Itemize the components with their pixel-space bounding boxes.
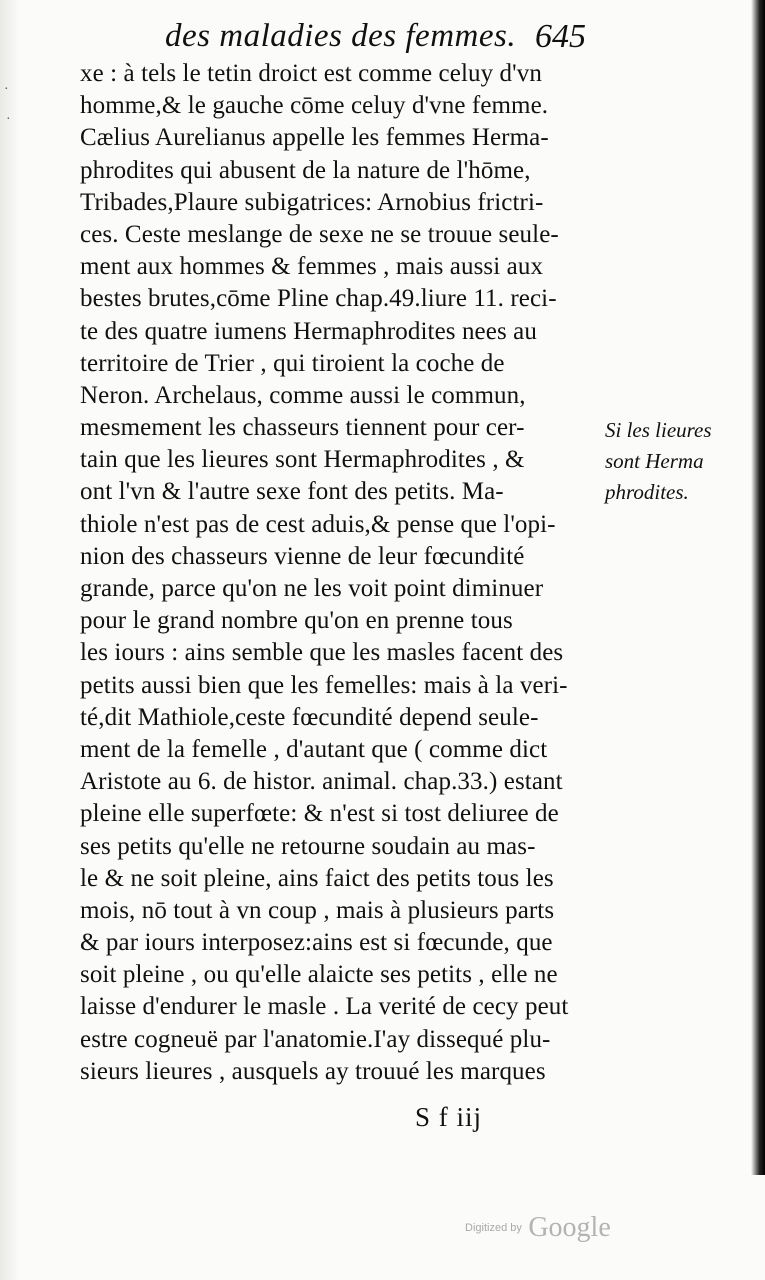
- page-edge-shadow: [751, 0, 765, 1175]
- margin-note-line: Si les lieures: [605, 418, 712, 442]
- watermark-prefix: Digitized by: [465, 1222, 522, 1234]
- text-line: phrodites qui abusent de la nature de l'hōme,: [80, 156, 531, 184]
- text-line: Tribades,Plaure subigatrices: Arnobius frictri-: [80, 188, 544, 216]
- digitized-watermark: [465, 1212, 611, 1244]
- text-line: territoire de Trier , qui tiroient la coche de: [80, 349, 505, 377]
- body-text: [80, 58, 600, 1088]
- text-line: sieurs lieures , ausquels ay trouué les marques: [80, 1057, 546, 1085]
- stray-ink-mark: ·: [4, 82, 9, 97]
- page-number: 645: [535, 18, 586, 55]
- margin-note-line: phrodites.: [605, 480, 689, 504]
- text-line: soit pleine , ou qu'elle alaicte ses petits , elle ne: [80, 961, 558, 989]
- text-line: Aristote au 6. de histor. animal. chap.33.) estant: [80, 768, 563, 796]
- text-line: ment aux hommes & femmes , mais aussi aux: [80, 253, 544, 281]
- text-line: le & ne soit pleine, ains faict des petits tous les: [80, 864, 554, 892]
- text-line: estre cogneuë par l'anatomie.I'ay dissequé plu-: [80, 1025, 551, 1053]
- text-line: ment de la femelle , d'autant que ( comme dict: [80, 735, 548, 763]
- text-line: thiole n'est pas de cest aduis,& pense que l'opi-: [80, 510, 556, 538]
- text-line: tain que les lieures sont Hermaphrodites , &: [80, 446, 525, 474]
- margin-note-line: sont Herma: [605, 449, 704, 473]
- text-line: bestes brutes,cōme Pline chap.49.liure 11. reci-: [80, 285, 557, 313]
- text-line: té,dit Mathiole,ceste fœcundité depend seule-: [80, 703, 539, 731]
- text-line: Neron. Archelaus, comme aussi le commun,: [80, 381, 526, 409]
- text-line: homme,& le gauche cōme celuy d'vne femme.: [80, 92, 549, 120]
- text-line: & par iours interposez:ains est si fœcunde, que: [80, 929, 553, 957]
- text-line: laisse d'endurer le masle . La verité de cecy peut: [80, 993, 569, 1021]
- text-line: ont l'vn & l'autre sexe font des petits. Ma-: [80, 478, 504, 506]
- text-line: les iours : ains semble que les masles facent des: [80, 639, 564, 667]
- text-line: Cælius Aurelianus appelle les femmes Herma-: [80, 124, 549, 152]
- text-line: ses petits qu'elle ne retourne soudain au mas-: [80, 832, 536, 860]
- text-line: te des quatre iumens Hermaphrodites nees au: [80, 317, 537, 345]
- watermark-brand: Google: [528, 1212, 611, 1243]
- text-line: mois, nō tout à vn coup , mais à plusieurs parts: [80, 896, 555, 924]
- text-line: petits aussi bien que les femelles: mais à la veri-: [80, 671, 568, 699]
- text-line: xe : à tels le tetin droict est comme celuy d'vn: [80, 60, 542, 87]
- text-line: pleine elle superfœte: & n'est si tost deliuree de: [80, 800, 559, 828]
- text-line: pour le grand nombre qu'on en prenne tous: [80, 607, 513, 635]
- margin-note: [605, 415, 712, 508]
- stray-ink-mark: ·: [6, 112, 11, 127]
- page-gutter: [0, 0, 20, 1280]
- running-header: des maladies des femmes.: [165, 18, 517, 54]
- signature-mark: S f iij: [415, 1102, 483, 1132]
- text-line: ces. Ceste meslange de sexe ne se trouue seule-: [80, 220, 559, 248]
- text-line: grande, parce qu'on ne les voit point diminuer: [80, 575, 544, 602]
- text-line: mesmement les chasseurs tiennent pour cer-: [80, 414, 525, 442]
- text-line: nion des chasseurs vienne de leur fœcundité: [80, 542, 525, 570]
